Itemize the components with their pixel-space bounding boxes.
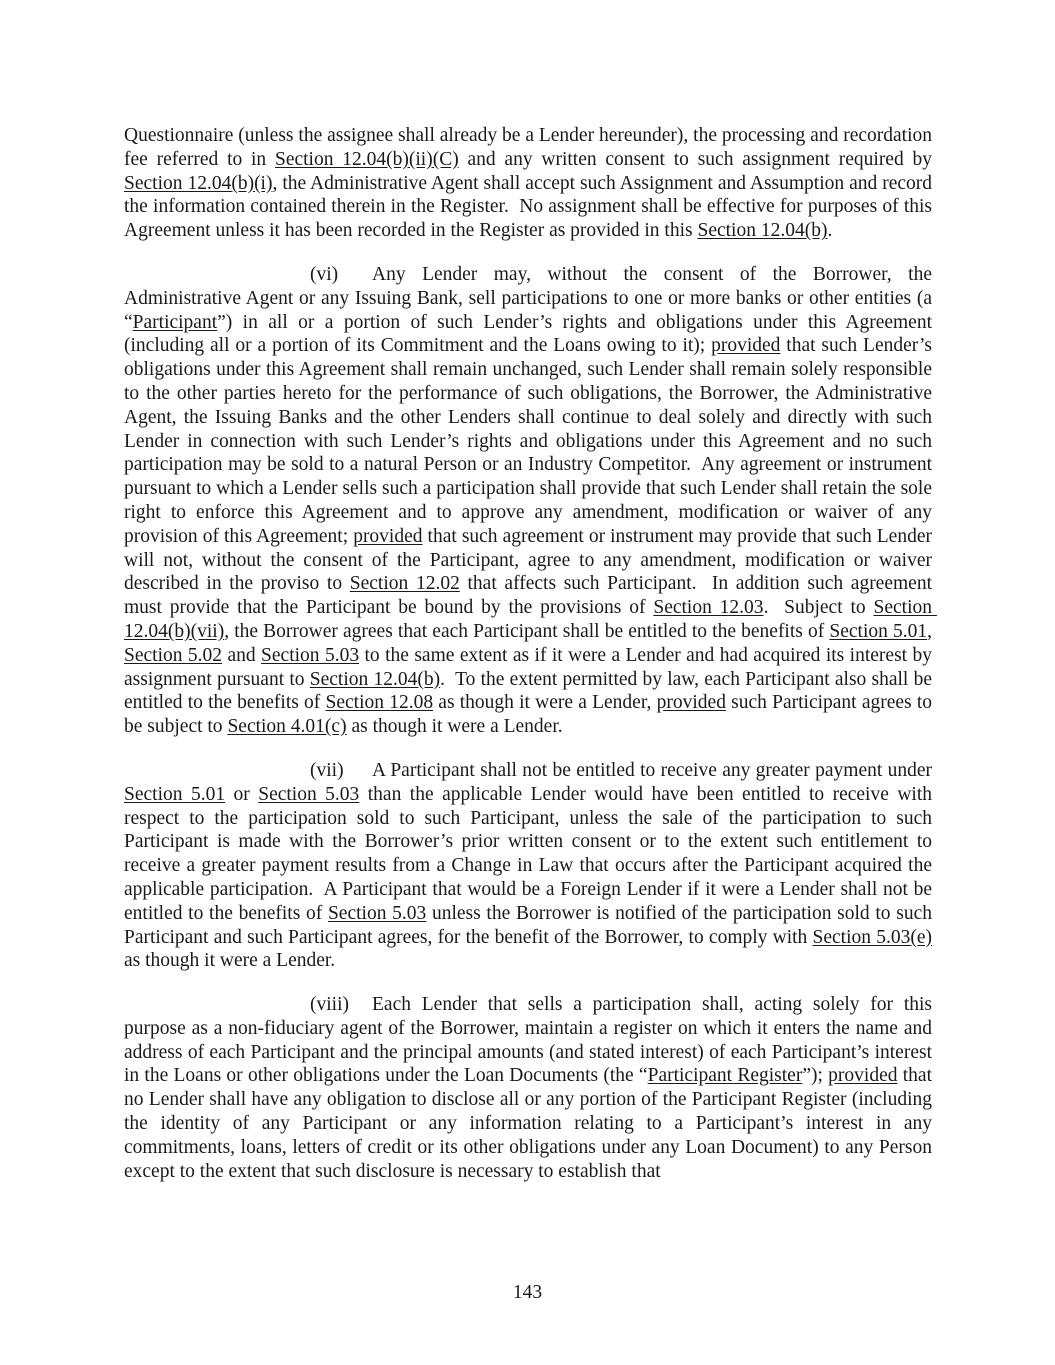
cross-reference: Section 12.04(b) — [697, 220, 828, 242]
paragraph-number: (vi) — [310, 263, 339, 285]
cross-reference: Section 5.01 — [829, 620, 928, 642]
text-run: , — [927, 620, 937, 642]
text-run: ”) in all or a portion of such Lender’s rights and obligations under this Agreement (including all or a portion of its Commitment and the Loans owing to it); — [124, 311, 937, 357]
text-run: . — [827, 220, 833, 242]
text-run: and any written consent to such assignment required by — [458, 148, 937, 170]
cross-reference: Section 12.03 — [653, 597, 764, 619]
text-run: as though it were a Lender. — [124, 926, 937, 972]
text-run: unless the Borrower is notified of the participation sold to such Participant and such Participant agrees, for the benefit of the Borrower, to comply with — [124, 902, 937, 948]
text-run: that no Lender shall have any obligation to disclose all or any portion of the Participant Register (including the identity of any Participant or any information relating to a Participant’s interest in any commitments, loans, letters of credit or its other obligations under any Loan Document) to any Person except to the extent that such disclosure is necessary to establish that — [124, 1065, 937, 1182]
text-run: . Subject to — [763, 597, 874, 619]
text-run: that affects such Participant. In addition such agreement must provide that the Participant be bound by the provisions of — [124, 573, 937, 619]
paragraph-number: (vii) — [310, 759, 344, 781]
paragraph-viii — [124, 993, 937, 1183]
cross-reference: Section 12.04(b) — [309, 668, 441, 690]
text-run: . To the extent permitted by law, each Participant also shall be entitled to the benefits of — [124, 668, 937, 714]
text-run: that such Lender’s obligations under this Agreement shall remain unchanged, such Lender shall remain solely responsible to the other parties hereto for the performance of such obligations, the Borrower, the Administrative Agent, the Issuing Banks and the other Lenders shall continue to deal solely and directly with such Lender in connection with such Lender’s rights and obligations under this Agreement and no such participation may be sold to a natural Person or an Industry Competitor. Any agreement or instrument pursuant to which a Lender sells such a participation shall provide that such Lender shall retain the sole right to enforce this Agreement and to approve any amendment, modification or waiver of any provision of this Agreement; — [124, 335, 937, 547]
text-run: to the same extent as if it were a Lender and had acquired its interest by assignment pursuant to — [124, 644, 937, 690]
text-run: , the Administrative Agent shall accept such Assignment and Assumption and record the information contained therein in the Register. No assignment shall be effective for purposes of this Agreement unless it has been recorded in the Register as provided in this — [124, 172, 937, 242]
cross-reference: Section 5.03(e) — [812, 926, 932, 948]
cross-reference: Section 5.03 — [258, 783, 360, 805]
paragraph-vii — [124, 759, 937, 973]
cross-reference: Section 12.02 — [349, 573, 460, 595]
cross-reference: Section 12.04(b)(vii) — [124, 597, 937, 642]
text-run: , the Borrower agrees that each Participant shall be entitled to the benefits of — [224, 620, 830, 642]
cross-reference: Participant Register — [647, 1065, 803, 1087]
text-run: and — [222, 644, 262, 666]
cross-reference: Section 5.03 — [261, 644, 360, 666]
paragraph-vi — [124, 263, 937, 739]
cross-reference: Section 4.01(c) — [227, 716, 347, 738]
cross-reference: provided — [656, 692, 726, 714]
page-number: 143 — [512, 1282, 543, 1303]
text-run: such Participant agrees to be subject to — [124, 692, 937, 738]
cross-reference: Section 5.01 — [124, 783, 226, 805]
text-run: Questionnaire (unless the assignee shall already be a Lender hereunder), the processing and recordation fee referred to in — [124, 125, 937, 170]
text-run: A Participant shall not be entitled to receive any greater payment under — [372, 759, 937, 781]
text-run: or — [225, 783, 259, 805]
cross-reference: Participant — [132, 311, 218, 333]
paragraph-number: (viii) — [310, 994, 349, 1016]
text-run: than the applicable Lender would have been entitled to receive with respect to the participation sold to such Participant, unless the sale of the participation to such Participant is made with the Borrower’s prior written consent or to the extent such entitlement to receive a greater payment results from a Change in Law that occurs after the Participant acquired the applicable participation. A Participant that would be a Foreign Lender if it were a Lender shall not be entitled to the benefits of — [124, 783, 937, 924]
document-body — [124, 124, 937, 1203]
paragraph-continuation — [124, 124, 937, 243]
cross-reference: Section 5.02 — [124, 644, 223, 666]
cross-reference: provided — [353, 525, 423, 547]
text-run: Each Lender that sells a participation shall, acting solely for this purpose as a non-fiduciary agent of the Borrower, maintain a register on which it enters the name and address of each Participant and the principal amounts (and stated interest) of each Participant’s interest in the Loans or other obligations under the Loan Documents (the “ — [124, 994, 937, 1087]
cross-reference: Section 12.04(b)(i) — [124, 172, 273, 194]
text-run: ”); — [802, 1065, 829, 1087]
cross-reference: Section 5.03 — [327, 902, 427, 924]
text-run: Any Lender may, without the consent of the Borrower, the Administrative Agent or any Issuing Bank, sell participations to one or more banks or other entities (a “ — [124, 263, 937, 333]
cross-reference: Section 12.08 — [325, 692, 434, 714]
cross-reference: provided — [828, 1065, 898, 1087]
text-run: that such agreement or instrument may provide that such Lender will not, without the consent of the Participant, agree to any amendment, modification or waiver described in the proviso to — [124, 525, 937, 595]
text-run: as though it were a Lender, — [433, 692, 657, 714]
cross-reference: Section 12.04(b)(ii)(C) — [274, 148, 459, 170]
text-run: as though it were a Lender. — [346, 716, 563, 738]
cross-reference: provided — [711, 335, 781, 357]
